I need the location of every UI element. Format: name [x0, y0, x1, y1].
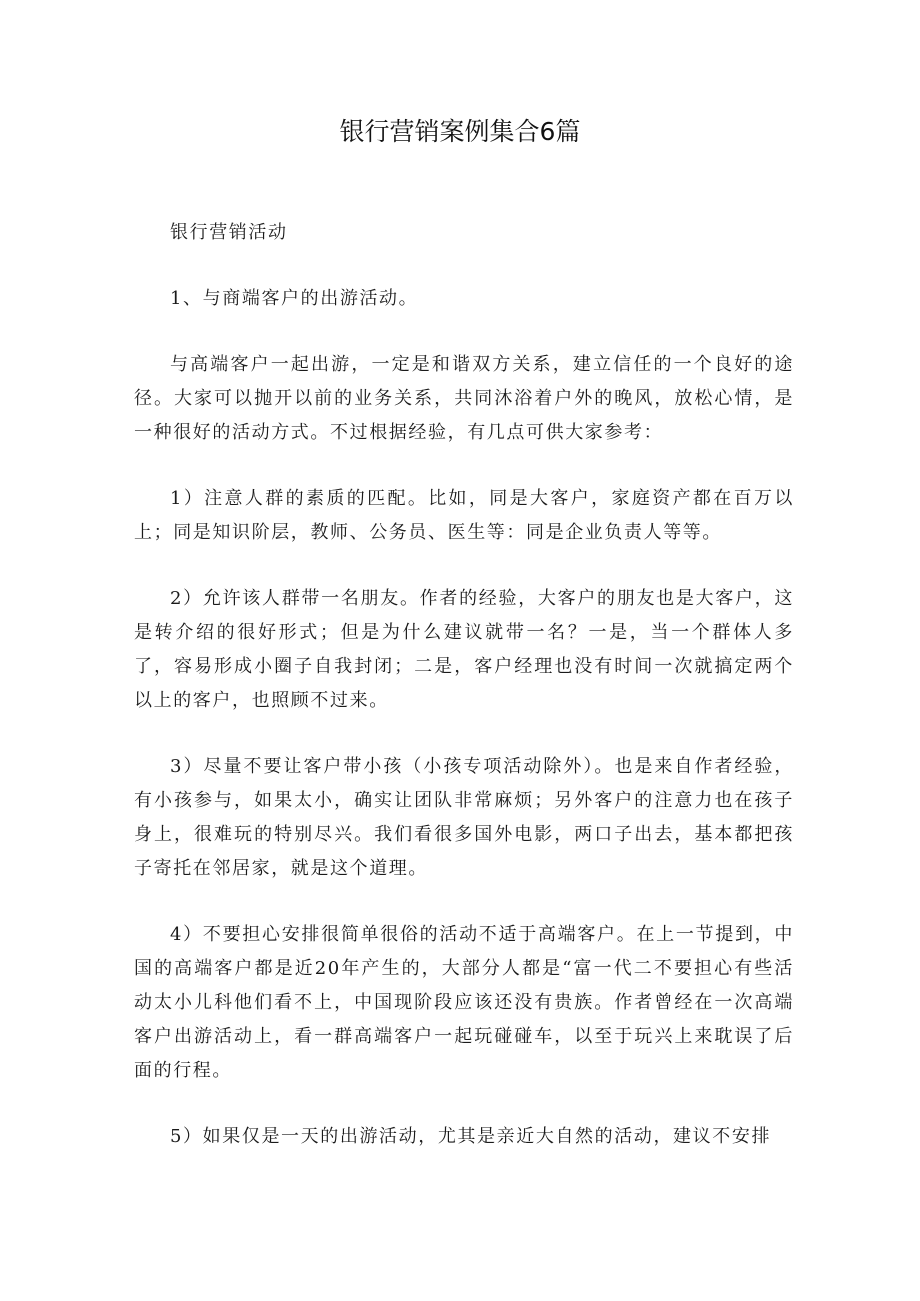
list-item-1: 1）注意人群的素质的匹配。比如，同是大客户，家庭资产都在百万以上；同是知识阶层，教师、公务员、医生等：同是企业负责人等等。 — [134, 488, 794, 543]
body-paragraph: 与高端客户一起出游，一定是和谐双方关系，建立信任的一个良好的途径。大家可以抛开以前的业务关系，共同沐浴着户外的晚风，放松心情，是一种很好的活动方式。不过根据经验，有几点可供大家参考： — [134, 354, 794, 443]
document-body — [134, 216, 794, 1186]
subsection-heading: 1、与商端客户的出游活动。 — [170, 288, 419, 309]
list-item-2: 2）允许该人群带一名朋友。作者的经验，大客户的朋友也是大客户，这是转介绍的很好形式；但是为什么建议就带一名？一是，当一个群体人多了，容易形成小圈子自我封闭；二是，客户经理也没有时间一次就搞定两个以上的客户，也照顾不过来。 — [134, 588, 794, 711]
list-item-4: 4）不要担心安排很简单很俗的活动不适于高端客户。在上一节提到，中国的高端客户都是近20年产生的，大部分人都是“富一代二不要担心有些活动太小儿科他们看不上，中国现阶段应该还没有贵族。作者曾经在一次高端客户出游活动上，看一群高端客户一起玩碰碰车，以至于玩兴上来耽误了后面的行程。 — [134, 924, 794, 1081]
document-title: 银行营销案例集合6篇 — [339, 117, 581, 146]
list-item-3: 3）尽量不要让客户带小孩（小孩专项活动除外）。也是来自作者经验，有小孩参与，如果太小，确实让团队非常麻烦；另外客户的注意力也在孩子身上，很难玩的特别尽兴。我们看很多国外电影，两口子出去，基本都把孩子寄托在邻居家，就是这个道理。 — [134, 756, 794, 879]
section-heading: 银行营销活动 — [170, 222, 288, 243]
list-item-5: 5）如果仅是一天的出游活动，尤其是亲近大自然的活动，建议不安排 — [170, 1126, 772, 1147]
